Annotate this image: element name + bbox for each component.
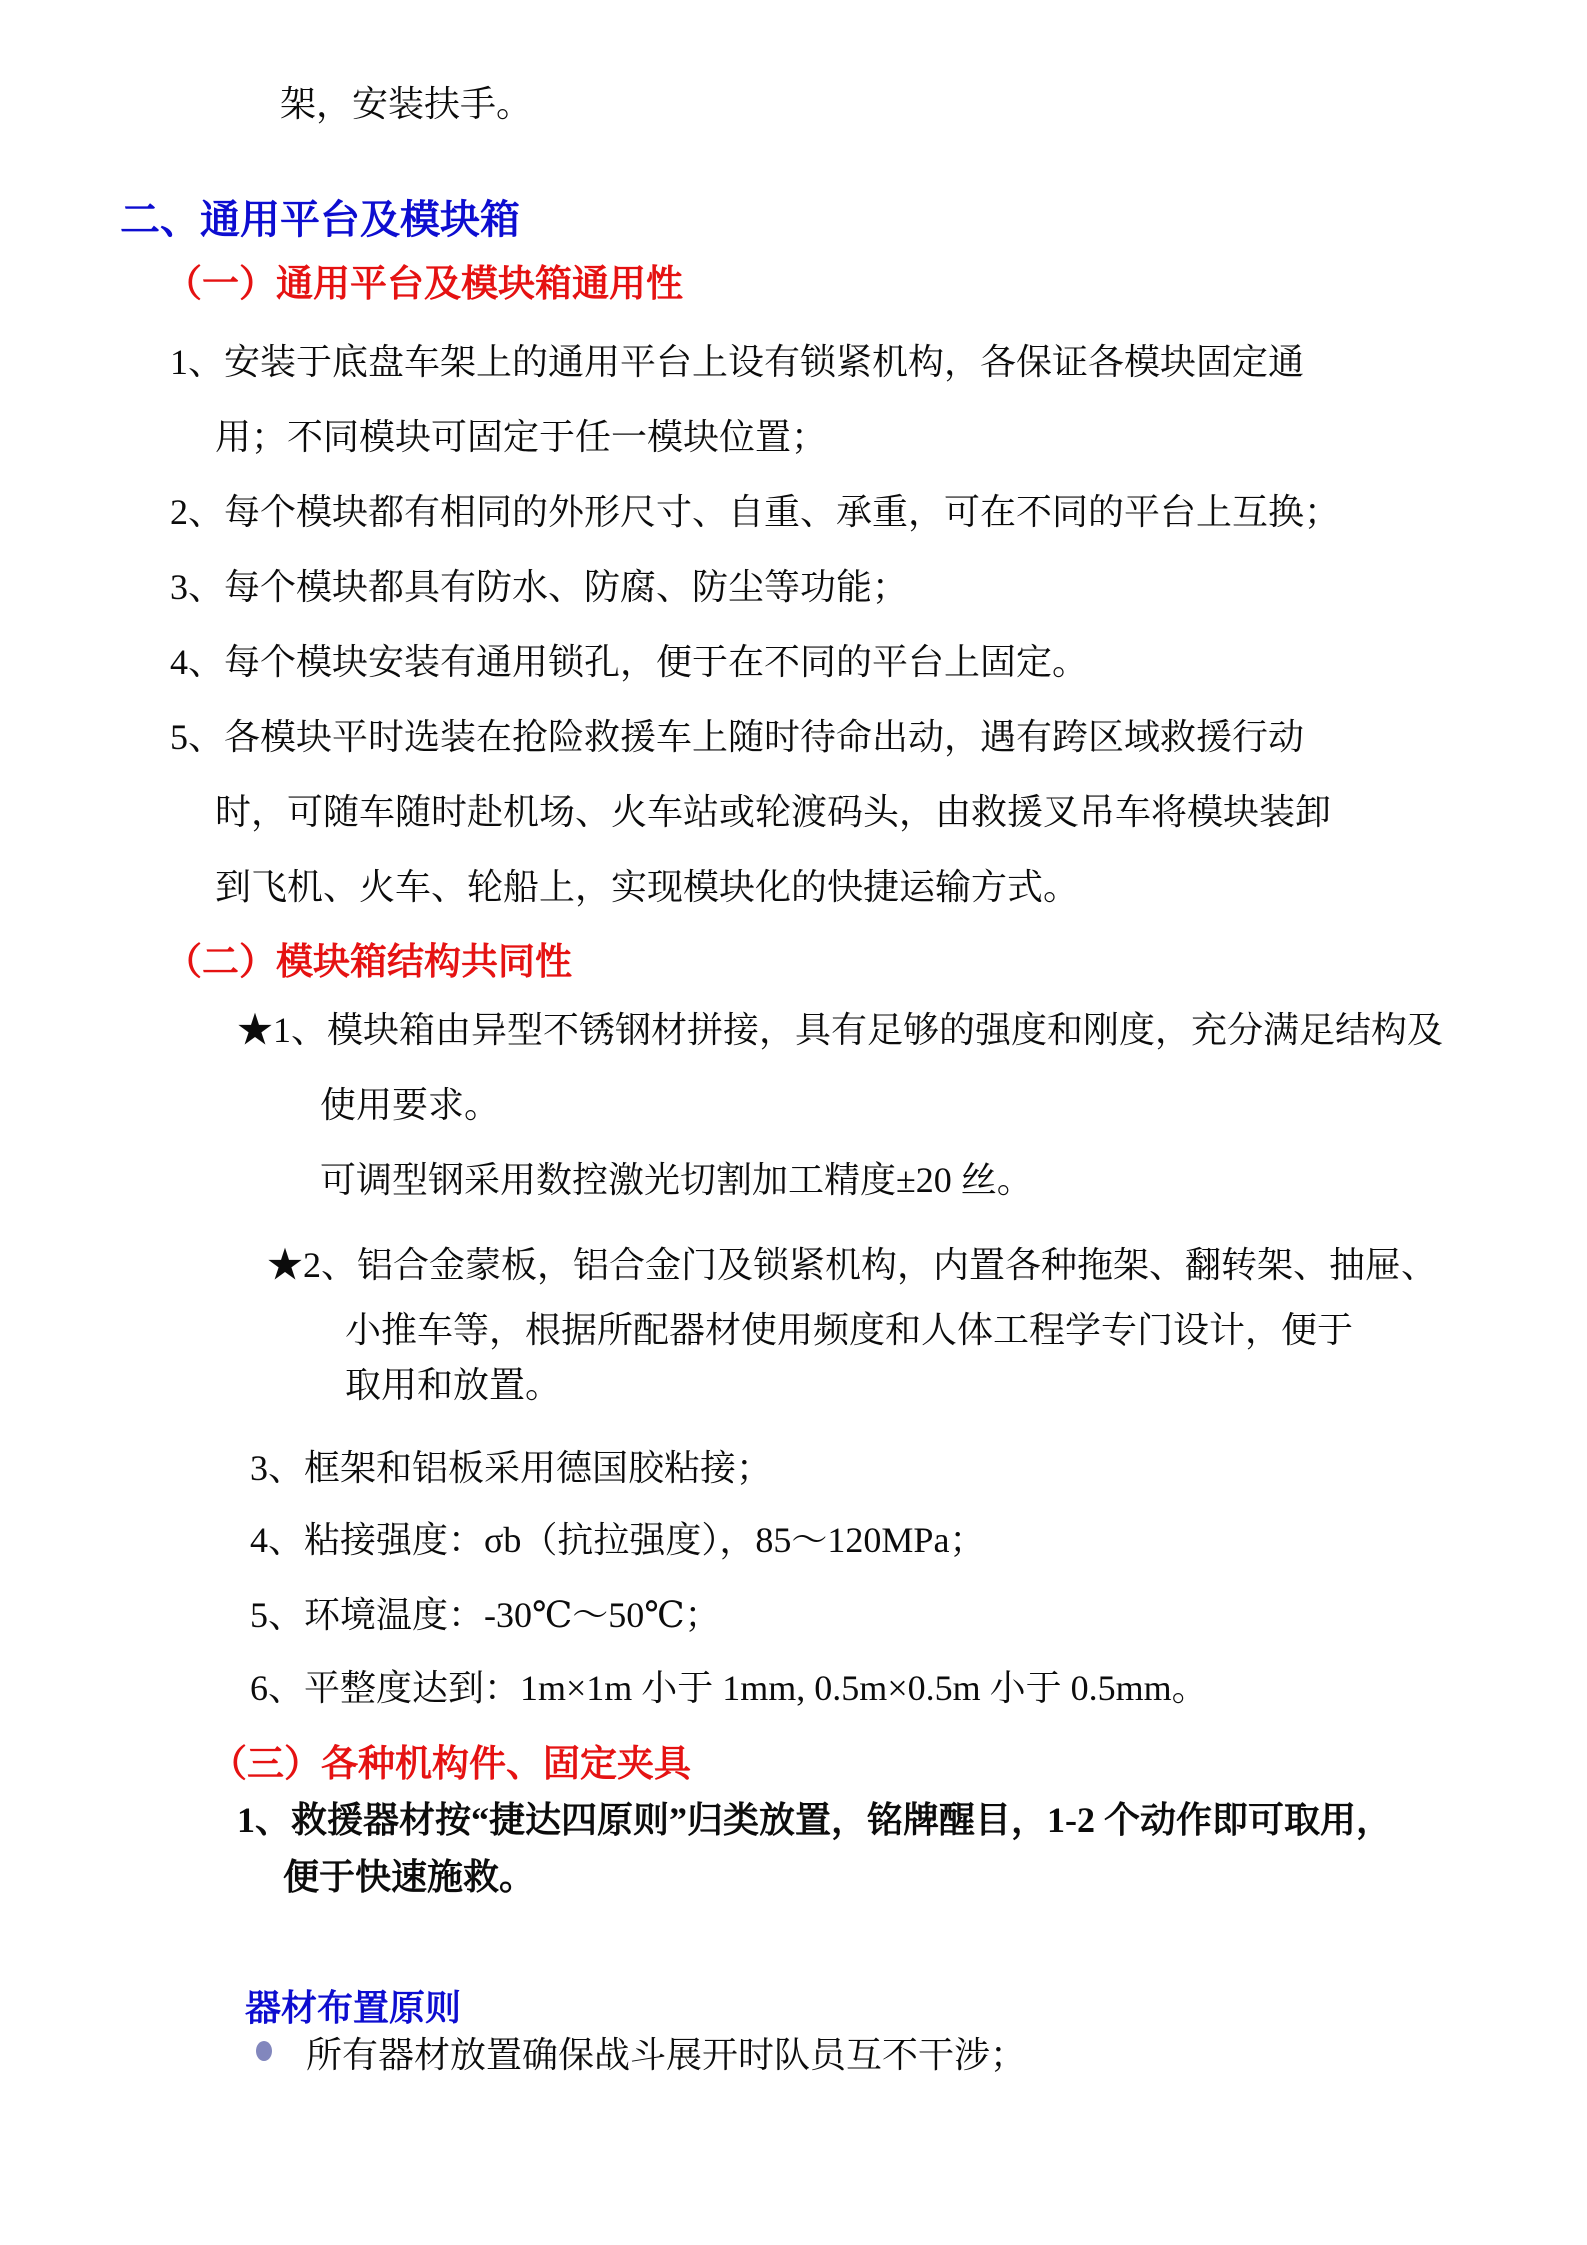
bullet-item-text: 所有器材放置确保战斗展开时队员互不干涉；	[306, 2035, 1027, 2075]
section2-item5: 5、环境温度：-30℃～50℃；	[250, 1595, 721, 1635]
section1-item4: 4、每个模块安装有通用锁孔，便于在不同的平台上固定。	[170, 642, 1089, 682]
section2-star-item2-line2: 小推车等，根据所配器材使用频度和人体工程学专门设计，便于	[345, 1310, 1354, 1350]
section1-item5-line3: 到飞机、火车、轮船上，实现模块化的快捷运输方式。	[215, 867, 1080, 907]
section3-sub-heading: 器材布置原则	[245, 1988, 462, 2028]
section2-star-item1-line3: 可调型钢采用数控激光切割加工精度±20 丝。	[320, 1160, 1033, 1200]
section1-heading: （一）通用平台及模块箱通用性	[165, 264, 683, 305]
section1-item5-line1: 5、各模块平时选装在抢险救援车上随时待命出动，遇有跨区域救援行动	[170, 717, 1305, 757]
section1-item2: 2、每个模块都有相同的外形尺寸、自重、承重，可在不同的平台上互换；	[170, 492, 1341, 532]
section2-item3: 3、框架和铝板采用德国胶粘接；	[250, 1448, 773, 1488]
bullet-item	[256, 2031, 1587, 2079]
carryover-line: 架，安装扶手。	[280, 84, 533, 124]
section2-star-item2-line3: 取用和放置。	[345, 1365, 562, 1405]
section3-heading: （三）各种机构件、固定夹具	[210, 1744, 691, 1785]
section1-item1-line2: 用；不同模块可固定于任一模块位置；	[215, 417, 828, 457]
section2-item6: 6、平整度达到：1m×1m 小于 1mm, 0.5m×0.5m 小于 0.5mm。	[250, 1668, 1208, 1708]
section3-item1-line2: 便于快速施救。	[283, 1857, 536, 1897]
section2-item4: 4、粘接强度：σb（抗拉强度），85～120MPa；	[250, 1520, 986, 1560]
section2-heading: （二）模块箱结构共同性	[165, 942, 572, 983]
section1-item3: 3、每个模块都具有防水、防腐、防尘等功能；	[170, 567, 909, 607]
section2-star-item1-line1: ★1、模块箱由异型不锈钢材拼接，具有足够的强度和刚度，充分满足结构及	[237, 1010, 1444, 1050]
section2-star-item1-line2: 使用要求。	[320, 1085, 501, 1125]
section1-item1-line1: 1、安装于底盘车架上的通用平台上设有锁紧机构，各保证各模块固定通	[170, 342, 1305, 382]
main-heading: 二、通用平台及模块箱	[120, 197, 520, 242]
section2-star-item2-line1: ★2、铝合金蒙板，铝合金门及锁紧机构，内置各种拖架、翻转架、抽屉、	[267, 1245, 1438, 1285]
section1-item5-line2: 时，可随车随时赴机场、火车站或轮渡码头，由救援叉吊车将模块装卸	[215, 792, 1332, 832]
bullet-dot-icon	[256, 2041, 272, 2061]
section3-item1-line1: 1、救援器材按“捷达四原则”归类放置，铭牌醒目，1-2 个动作即可取用，	[237, 1800, 1392, 1840]
